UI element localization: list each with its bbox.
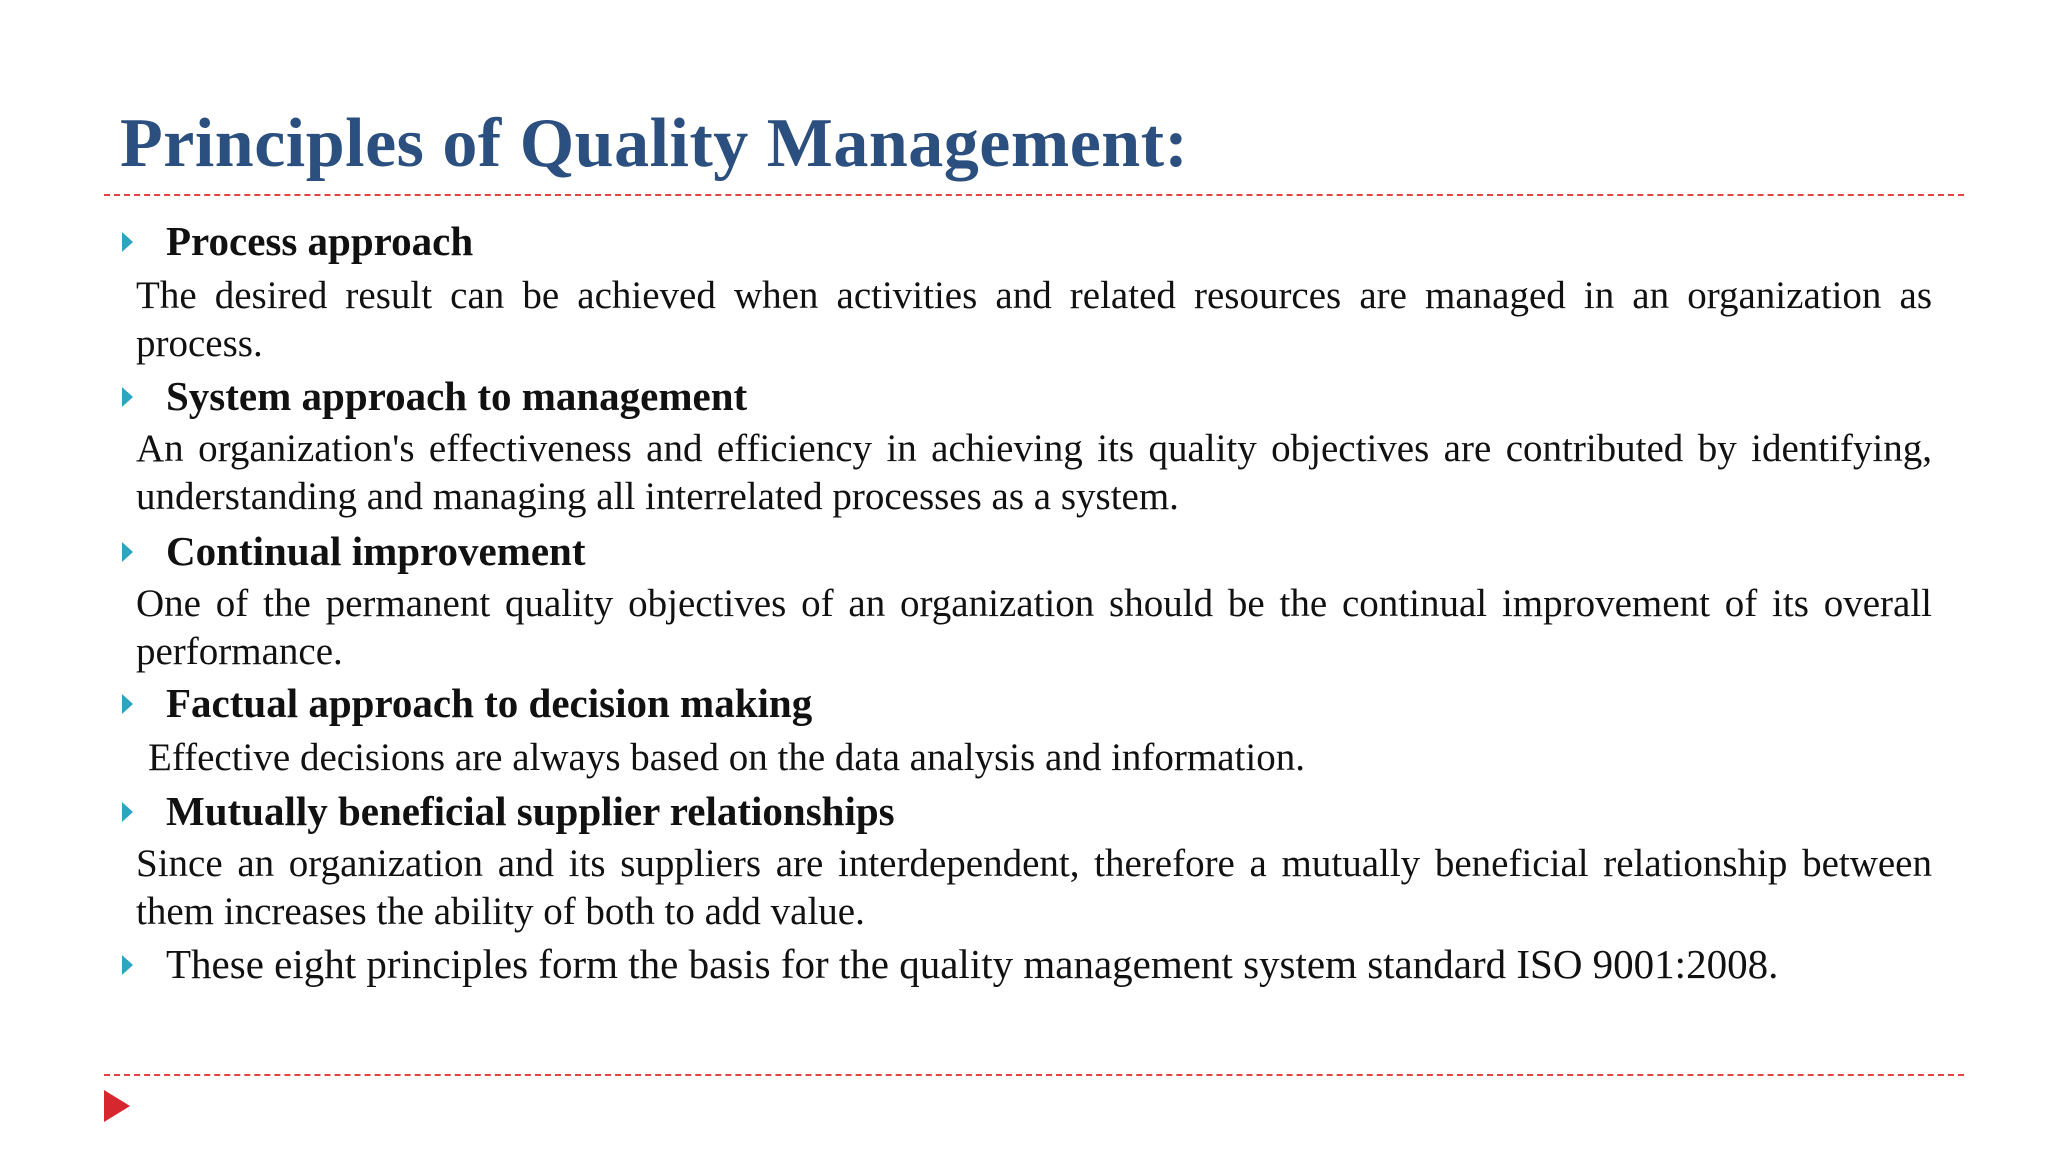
principle-heading: System approach to management: [166, 373, 748, 419]
principle-heading: Mutually beneficial supplier relationships: [166, 788, 895, 834]
principle-description: The desired result can be achieved when activities and related resources are managed in an organization as process.: [136, 274, 1932, 365]
closing-statement: These eight principles form the basis for the quality management system standard ISO 9001:2008.: [166, 941, 1779, 987]
principle-description: An organization's effectiveness and efficiency in achieving its quality objectives are contributed by identifying, understanding and managing all interrelated processes as a system.: [136, 427, 1932, 518]
principle-heading: Process approach: [166, 218, 474, 264]
footer-divider: [104, 1074, 1964, 1076]
principle-description: One of the permanent quality objectives of an organization should be the continual improvement of its overall performance.: [136, 582, 1932, 673]
triangle-bullet-icon: [122, 955, 133, 975]
principle-description: Since an organization and its suppliers are interdependent, therefore a mutually beneficial relationship between them increases the ability of both to add value.: [136, 842, 1932, 933]
title-divider: [104, 194, 1964, 196]
slide-title: Principles of Quality Management:: [120, 105, 1189, 182]
triangle-bullet-icon: [122, 694, 133, 714]
principle-description: Effective decisions are always based on the data analysis and information.: [148, 736, 1305, 779]
next-slide-arrow-icon[interactable]: [104, 1090, 130, 1122]
principle-heading: Continual improvement: [166, 528, 586, 574]
triangle-bullet-icon: [122, 232, 133, 252]
principle-heading: Factual approach to decision making: [166, 680, 813, 726]
triangle-bullet-icon: [122, 802, 133, 822]
triangle-bullet-icon: [122, 387, 133, 407]
triangle-bullet-icon: [122, 542, 133, 562]
